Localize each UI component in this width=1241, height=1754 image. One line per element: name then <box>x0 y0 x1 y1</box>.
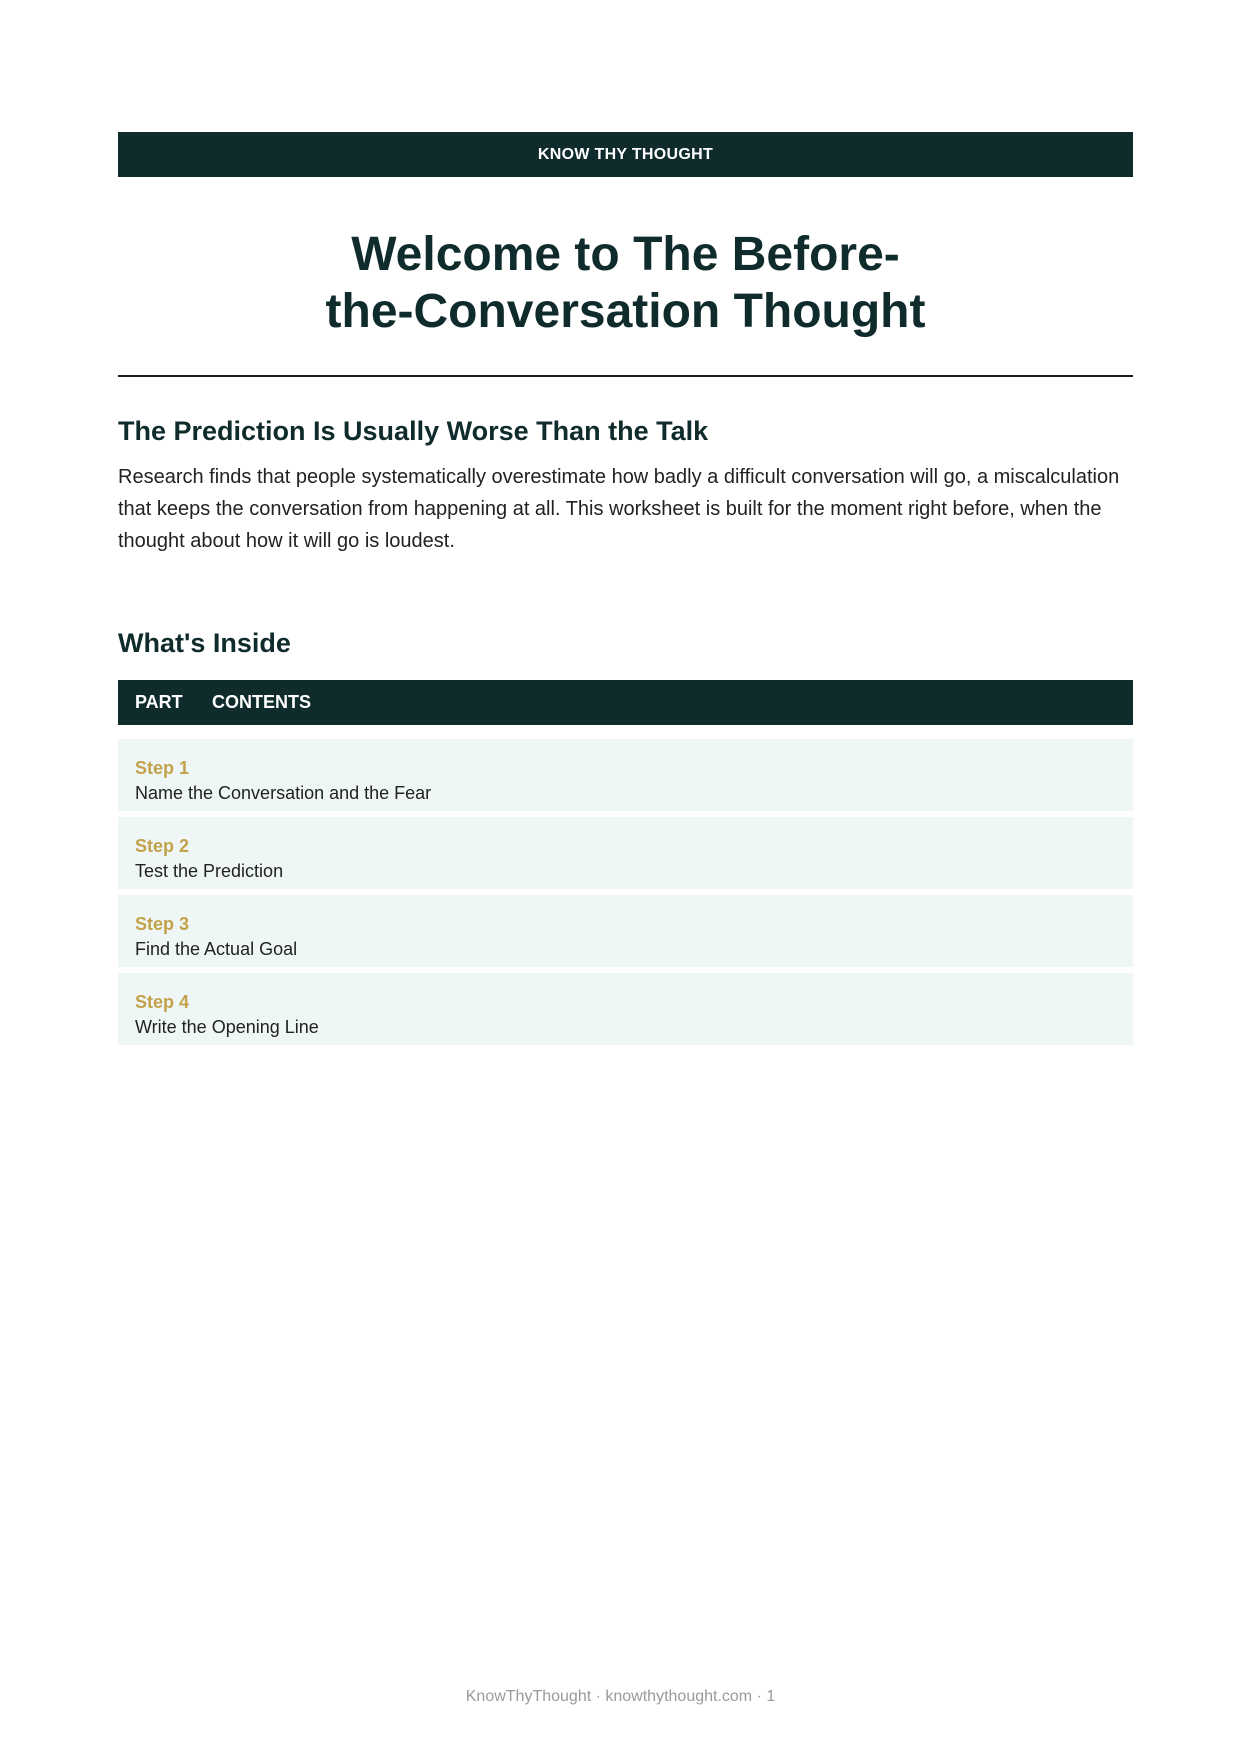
step-contents: Find the Actual Goal <box>135 939 298 959</box>
table-row <box>118 973 1133 1045</box>
table-row <box>118 895 1133 967</box>
intro-paragraph: Research finds that people systematically overestimate how badly a difficult conversation will go, a miscalculation that keeps the conversation from happening at all. This worksheet is built for the moment right before, when the thought about how it will go is loudest. <box>118 466 1120 552</box>
column-header-contents: CONTENTS <box>212 692 311 712</box>
table-row <box>118 739 1133 811</box>
step-contents: Write the Opening Line <box>135 1017 319 1037</box>
brand-banner <box>118 132 1133 177</box>
step-label: Step 3 <box>135 914 190 934</box>
step-label: Step 2 <box>135 836 190 856</box>
contents-table-header <box>118 680 1133 725</box>
whats-inside-heading: What's Inside <box>118 628 291 658</box>
title-divider <box>118 375 1133 377</box>
step-contents: Test the Prediction <box>135 861 284 881</box>
document-page <box>118 132 1133 1051</box>
step-contents: Name the Conversation and the Fear <box>135 783 432 803</box>
page-footer: KnowThyThought · knowthythought.com · 1 <box>465 1688 776 1705</box>
page-title <box>118 226 1133 340</box>
brand-name: KNOW THY THOUGHT <box>537 145 714 163</box>
contents-table-body <box>118 739 1133 1045</box>
table-row <box>118 817 1133 889</box>
intro-heading: The Prediction Is Usually Worse Than the Talk <box>118 416 709 446</box>
page-title-line-1: Welcome to The Before- <box>351 228 900 281</box>
page-title-line-2: the-Conversation Thought <box>325 285 926 338</box>
step-label: Step 4 <box>135 992 190 1012</box>
step-label: Step 1 <box>135 758 190 778</box>
column-header-part: PART <box>135 692 183 712</box>
